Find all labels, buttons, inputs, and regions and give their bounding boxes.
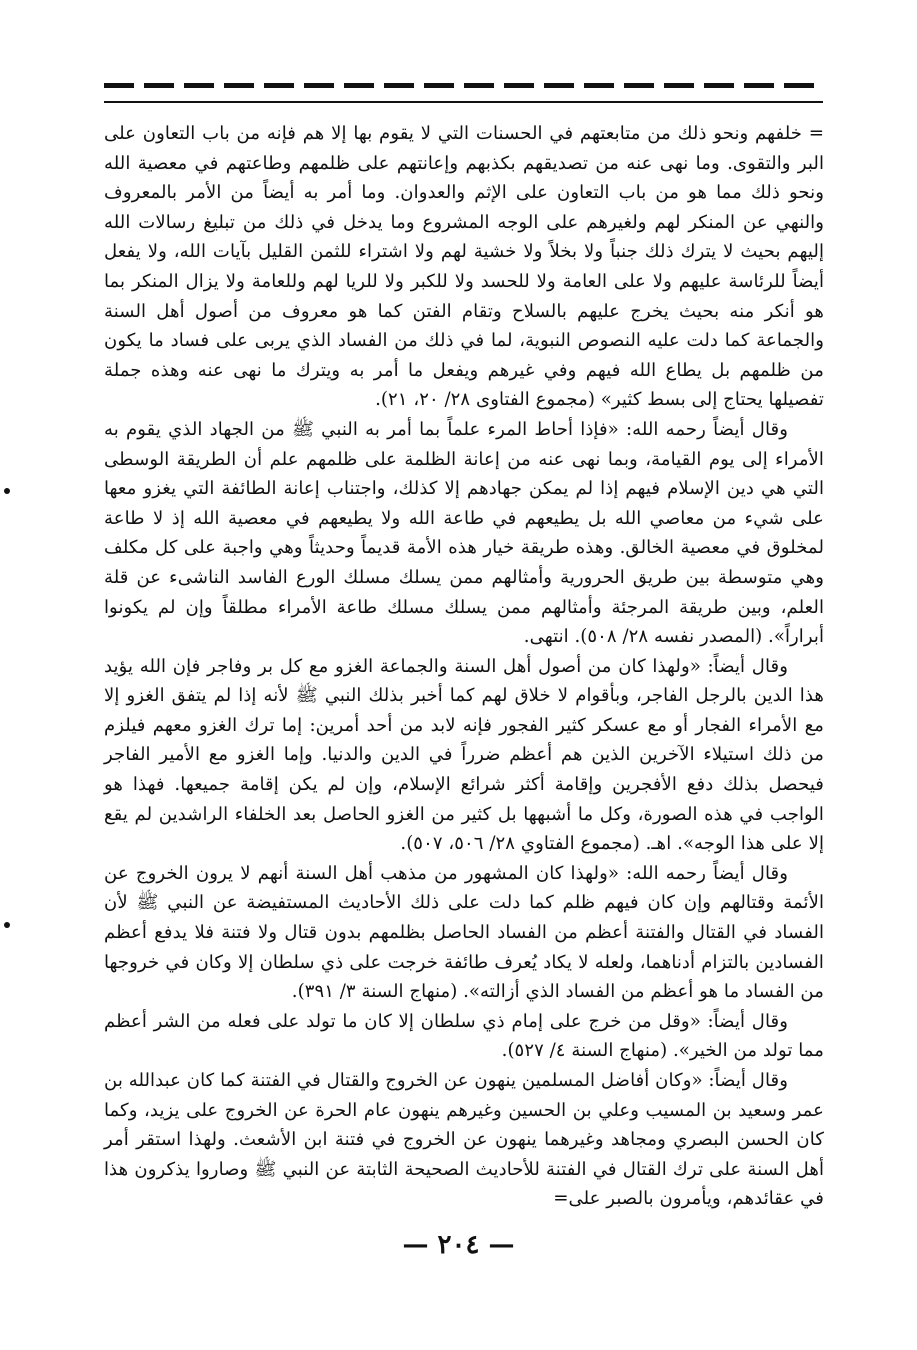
- paragraph-khuruj-quote: وقال أيضاً رحمه الله: «ولهذا كان المشهور من مذهب أهل السنة أنهم لا يرون الخروج عن الأئمة وقتالهم وإن كان فيهم ظلم كما دلت على ذلك الأحاديث المستفيضة عن النبي ﷺ لأن الفساد في القتال والفتنة أعظم من الفساد الحاصل بظلمهم بدون قتال ولا فتنة فلا يدفع أعظم الفسادين بالتزام أدناهما، ولعله لا يكاد يُعرف طائفة خرجت على ذي سلطان إلا وكان في خروجها من الفساد ما هو أعظم من الفساد الذي أزالته». (منهاج السنة ٣/ ٣٩١).: [104, 862, 824, 1003]
- paragraph-imam-quote: وقال أيضاً: «وقل من خرج على إمام ذي سلطان إلا كان ما تولد على فعله من الشر أعظم مما تولد من الخير». (منهاج السنة ٤/ ٥٢٧).: [104, 1010, 824, 1062]
- margin-dot: [4, 488, 10, 494]
- header-solid-rule: [104, 101, 823, 103]
- body-text: [104, 119, 824, 1214]
- header-dashed-rule: [104, 83, 824, 88]
- paragraph-ghazw-quote: وقال أيضاً: «ولهذا كان من أصول أهل السنة والجماعة الغزو مع كل بر وفاجر فإن الله يؤيد هذا الدين بالرجل الفاجر، وبأقوام لا خلاق لهم كما أخبر بذلك النبي ﷺ لأنه إذا لم يتفق الغزو إلا مع الأمراء الفجار أو مع عسكر كثير الفجور فإنه لابد من أحد أمرين: إما ترك الغزو معهم فيلزم من ذلك استيلاء الآخرين الذين هم أعظم ضرراً في الدين والدنيا. وإما الغزو مع الأمير الفاجر فيحصل بذلك دفع الأفجرين وإقامة أكثر شرائع الإسلام، وإن لم يكن إقامة جميعها. فهذا هو الواجب في هذه الصورة، وكل ما أشبهها بل كثير من الغزو الحاصل بعد الخلفاء الراشدين لم يقع إلا على هذا الوجه». اهـ. (مجموع الفتاوي ٢٨/ ٥٠٦، ٥٠٧).: [104, 655, 824, 855]
- paragraph-fitna-quote: وقال أيضاً: «وكان أفاضل المسلمين ينهون عن الخروج والقتال في الفتنة كما كان عبدالله بن عمر وسعيد بن المسيب وعلي بن الحسين وغيرهم ينهون عام الحرة عن الخروج على يزيد، وكما كان الحسن البصري ومجاهد وغيرهما ينهون عن الخروج في فتنة ابن الأشعث. ولهذا استقر أمر أهل السنة على ترك القتال في الفتنة للأحاديث الصحيحة الثابتة عن النبي ﷺ وصاروا يذكرون هذا في عقائدهم، ويأمرون بالصبر على=: [104, 1070, 824, 1210]
- paragraph-jihad-quote: وقال أيضاً رحمه الله: «فإذا أحاط المرء علماً بما أمر به النبي ﷺ من الجهاد الذي يقوم به الأمراء إلى يوم القيامة، وبما نهى عنه من إعانة الظلمة على ظلمهم علم أن الطريقة الوسطى التي هي دين الإسلام فيهم إذا لم يمكن جهادهم إلا كذلك، واجتناب إعانة الطائفة التي يغزو معها على شيء من معاصي الله بل يطيعهم في طاعة الله ولا يطيعهم في معصية الله إذ لا طاعة لمخلوق في معصية الخالق. وهذه طريقة خيار هذه الأمة قديماً وحديثاً وهي واجبة على كل مكلف وهي متوسطة بين طريق الحرورية وأمثالهم ممن يسلك مسلك الورع الفاسد الناشىء عن قلة العلم، وبين طريقة المرجئة وأمثالهم ممن يسلك مسلك طاعة الأمراء مطلقاً وإن لم يكونوا أبراراً». (المصدر نفسه ٢٨/ ٥٠٨). انتهى.: [104, 418, 824, 648]
- page-number: — ٢٠٤ —: [402, 1230, 515, 1260]
- paragraph-continuation: = خلفهم ونحو ذلك من متابعتهم في الحسنات التي لا يقوم بها إلا هم فإنه من باب التعاون على البر والتقوى. وما نهى عنه من تصديقهم بكذبهم وإعانتهم على ظلمهم وطاعتهم في معصية الله ونحو ذلك مما هو من باب التعاون على الإثم والعدوان. وما أمر به أيضاً من الأمر بالمعروف والنهي عن المنكر لهم ولغيرهم على الوجه المشروع وما يدخل في ذلك من تبليغ رسالات الله إليهم بحيث لا يترك ذلك جنباً ولا بخلاً ولا خشية لهم ولا اشتراء للثمن القليل بآيات الله، ولا يفعل أيضاً للرئاسة عليهم ولا على العامة ولا للحسد ولا للكبر ولا للريا لهم وللعامة ولا يزال المنكر بما هو أنكر منه بحيث يخرج عليهم بالسلاح وتقام الفتن كما هو معروف من أصول أهل السنة والجماعة كما دلت عليه النصوص النبوية، لما في ذلك من الفساد الذي يربى على فساد ما يكون من ظلمهم بل يطاع الله فيهم وفي غيرهم ويفعل ما أمر به ويترك ما نهى عنه وهذه جملة تفصيلها يحتاج إلى بسط كثير» (مجموع الفتاوى ٢٨/ ٢٠، ٢١).: [104, 123, 824, 411]
- margin-dot: [4, 922, 10, 928]
